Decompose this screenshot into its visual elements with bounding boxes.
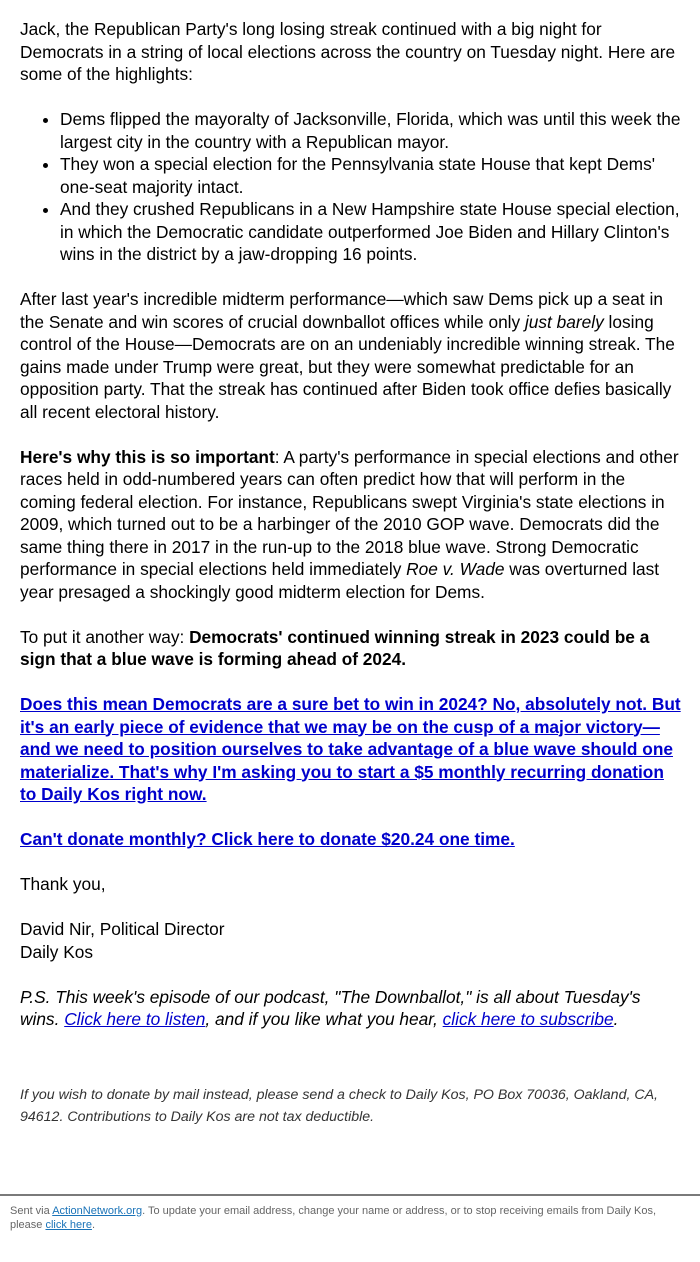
- postscript: P.S. This week's episode of our podcast, "The Downballot," is all about Tuesday's wins. Click here to listen, and if you like what you hear, click here to subscribe.: [20, 986, 641, 1029]
- importance-paragraph: Here's why this is so important: A party's performance in special elections and other races held in odd-numbered years can often predict how that will perform in the coming federal election. For instance, Republicans swept Virginia's state elections in 2009, which turned out to be a harbinger of the 2010 GOP wave. Democrats did the same thing there in 2017 in the run-up to the 2018 blue wave. Strong Democratic performance in special elections held immediately Roe v. Wade was overturned last year presaged a shockingly good midterm election for Dems.: [20, 446, 679, 602]
- signature: [20, 918, 682, 963]
- email-body: [20, 18, 682, 1053]
- midterm-paragraph: After last year's incredible midterm performance—which saw Dems pick up a seat in the Senate and win scores of crucial downballot offices while only just barely losing control of the House—Democrats are on an undeniably incredible winning streak. The gains made under Trump were great, but they were somewhat predictable for an opposition party. That the streak has continued after Biden took office defies basically all recent electoral history.: [20, 289, 675, 422]
- list-item: • Dems flipped the mayoralty of Jacksonville, Florida, which was until this week the largest city in the country with a Republican mayor.: [60, 108, 682, 153]
- unsubscribe-link[interactable]: click here: [45, 1218, 92, 1231]
- one-time-donation-link[interactable]: Can't donate monthly? Click here to donate $20.24 one time.: [20, 829, 515, 849]
- intro-paragraph: Jack, the Republican Party's long losing streak continued with a big night for Democrats in a string of local elections across the country on Tuesday night. Here are some of the highlights:: [20, 19, 676, 84]
- one-time-donation-paragraph: [20, 828, 682, 851]
- footer: Sent via ActionNetwork.org. To update your email address, change your name or address, or to stop receiving emails from Daily Kos, please click here.: [10, 1205, 657, 1231]
- listen-link[interactable]: Click here to listen: [64, 1009, 206, 1029]
- footer-divider: [0, 1194, 700, 1196]
- mail-donation-note: If you wish to donate by mail instead, please send a check to Daily Kos, PO Box 70036, Oakland, CA, 94612. Contributions to Daily Kos are not tax deductible.: [20, 1087, 659, 1125]
- monthly-donation-link[interactable]: Does this mean Democrats are a sure bet to win in 2024? No, absolutely not. But it's an early piece of evidence that we may be on the cusp of a major victory—and we need to position ourselves to take advantage of a blue wave should one materialize. That's why I'm asking you to start a $5 monthly recurring donation to Daily Kos right now.: [20, 694, 681, 804]
- monthly-donation-paragraph: [20, 693, 682, 806]
- signer-org: Daily Kos: [20, 941, 93, 962]
- list-item: • And they crushed Republicans in a New Hampshire state House special election, in which the Democratic candidate outperformed Joe Biden and Hillary Clinton's wins in the district by a jaw-dropping 16 points.: [60, 198, 682, 266]
- signer-name: David Nir, Political Director: [20, 919, 225, 939]
- blue-wave-paragraph: To put it another way: Democrats' continued winning streak in 2023 could be a sign that a blue wave is forming ahead of 2024.: [20, 626, 650, 669]
- thanks-text: Thank you,: [20, 874, 106, 894]
- highlights-list: [20, 108, 682, 266]
- subscribe-link[interactable]: click here to subscribe: [442, 1009, 614, 1029]
- list-item: • They won a special election for the Pennsylvania state House that kept Dems' one-seat majority intact.: [60, 153, 682, 198]
- actionnetwork-link[interactable]: ActionNetwork.org: [52, 1205, 143, 1217]
